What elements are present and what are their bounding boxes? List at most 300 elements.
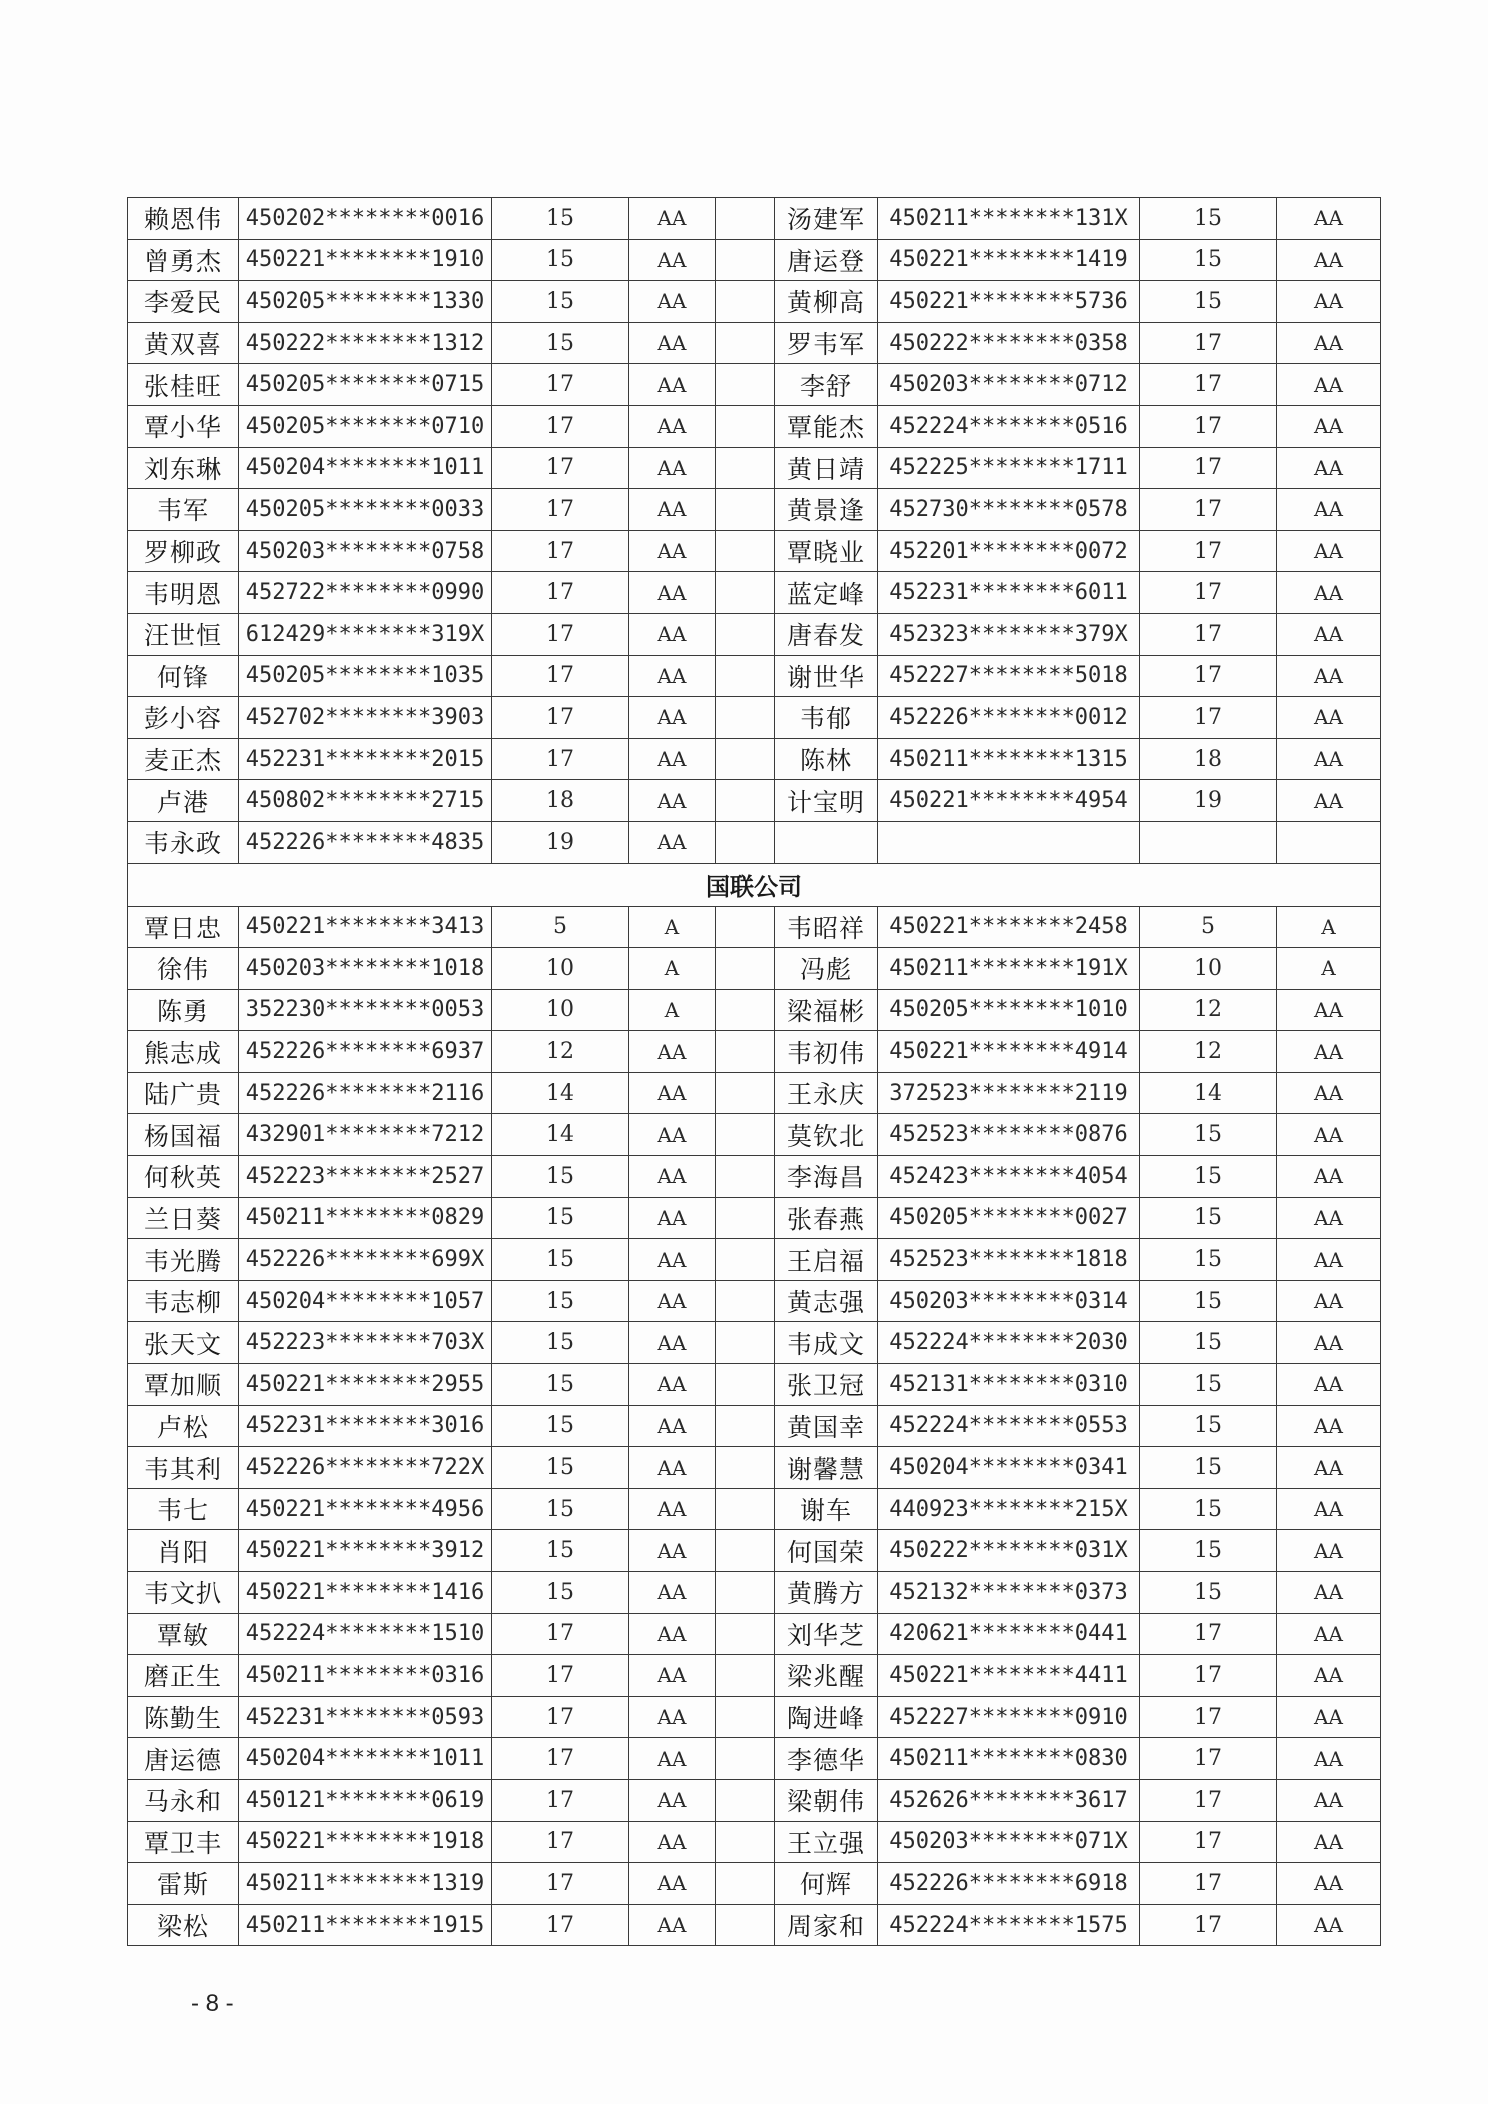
column-gap	[716, 1197, 775, 1239]
id-number-cell: 452223********703X	[239, 1322, 492, 1364]
years-cell: 15	[492, 1530, 629, 1572]
grade-cell: AA	[629, 1447, 716, 1489]
grade-cell: AA	[629, 1696, 716, 1738]
name-cell: 何辉	[775, 1863, 878, 1905]
name-cell: 肖阳	[128, 1530, 239, 1572]
years-cell: 17	[1140, 1738, 1277, 1780]
grade-cell: AA	[1277, 364, 1381, 406]
table-row	[128, 1031, 1381, 1073]
name-cell: 韦光腾	[128, 1239, 239, 1281]
id-number-cell: 452226********0012	[878, 697, 1140, 739]
id-number-cell: 450202********0016	[239, 198, 492, 240]
years-cell: 15	[1140, 1156, 1277, 1198]
grade-cell: AA	[1277, 1488, 1381, 1530]
id-number-cell: 450205********0027	[878, 1197, 1140, 1239]
years-cell: 15	[1140, 1114, 1277, 1156]
table-row	[128, 530, 1381, 572]
id-number-cell: 450211********1315	[878, 738, 1140, 780]
name-cell: 谢世华	[775, 655, 878, 697]
id-number-cell: 452224********2030	[878, 1322, 1140, 1364]
name-cell: 陈勇	[128, 989, 239, 1031]
table-row	[128, 821, 1381, 863]
column-gap	[716, 1156, 775, 1198]
grade-cell: A	[629, 906, 716, 948]
grade-cell: AA	[1277, 655, 1381, 697]
column-gap	[716, 1322, 775, 1364]
grade-cell: AA	[629, 1364, 716, 1406]
table-row	[128, 948, 1381, 990]
grade-cell: A	[1277, 906, 1381, 948]
id-number-cell: 450221********4956	[239, 1488, 492, 1530]
id-number-cell: 450211********131X	[878, 198, 1140, 240]
name-cell: 熊志成	[128, 1031, 239, 1073]
grade-cell: AA	[629, 780, 716, 822]
grade-cell: AA	[629, 239, 716, 281]
years-cell: 17	[492, 613, 629, 655]
years-cell: 17	[1140, 1904, 1277, 1946]
id-number-cell: 450211********1319	[239, 1863, 492, 1905]
name-cell: 黄景逢	[775, 489, 878, 531]
name-cell: 唐运登	[775, 239, 878, 281]
years-cell: 17	[492, 738, 629, 780]
grade-cell: AA	[629, 1655, 716, 1697]
years-cell	[1140, 821, 1277, 863]
name-cell: 黄日靖	[775, 447, 878, 489]
name-cell: 张天文	[128, 1322, 239, 1364]
name-cell: 黄双喜	[128, 322, 239, 364]
grade-cell: AA	[629, 1488, 716, 1530]
column-gap	[716, 572, 775, 614]
years-cell: 17	[492, 1863, 629, 1905]
name-cell: 蓝定峰	[775, 572, 878, 614]
grade-cell: AA	[1277, 1863, 1381, 1905]
id-number-cell: 452225********1711	[878, 447, 1140, 489]
name-cell: 梁松	[128, 1904, 239, 1946]
id-number-cell: 450205********1330	[239, 281, 492, 323]
id-number-cell: 452132********0373	[878, 1572, 1140, 1614]
id-number-cell: 352230********0053	[239, 989, 492, 1031]
id-number-cell: 452231********3016	[239, 1405, 492, 1447]
years-cell: 17	[1140, 447, 1277, 489]
table-row	[128, 405, 1381, 447]
id-number-cell: 452231********2015	[239, 738, 492, 780]
column-gap	[716, 1114, 775, 1156]
id-number-cell: 450204********1057	[239, 1280, 492, 1322]
grade-cell: AA	[1277, 1156, 1381, 1198]
name-cell: 马永和	[128, 1779, 239, 1821]
grade-cell: A	[1277, 948, 1381, 990]
table-row	[128, 1239, 1381, 1281]
column-gap	[716, 239, 775, 281]
years-cell: 15	[1140, 1572, 1277, 1614]
years-cell: 19	[1140, 780, 1277, 822]
grade-cell: AA	[629, 1405, 716, 1447]
grade-cell: AA	[1277, 738, 1381, 780]
column-gap	[716, 906, 775, 948]
table-row	[128, 697, 1381, 739]
years-cell: 17	[492, 697, 629, 739]
name-cell: 黄国幸	[775, 1405, 878, 1447]
years-cell: 17	[1140, 1613, 1277, 1655]
grade-cell: AA	[629, 1613, 716, 1655]
name-cell: 梁福彬	[775, 989, 878, 1031]
roster-table	[127, 197, 1381, 1946]
years-cell: 17	[1140, 1655, 1277, 1697]
years-cell: 12	[492, 1031, 629, 1073]
id-number-cell: 450221********4954	[878, 780, 1140, 822]
years-cell: 15	[1140, 1322, 1277, 1364]
years-cell: 15	[1140, 1197, 1277, 1239]
name-cell: 李舒	[775, 364, 878, 406]
name-cell: 周家和	[775, 1904, 878, 1946]
id-number-cell: 452226********2116	[239, 1072, 492, 1114]
id-number-cell: 452323********379X	[878, 613, 1140, 655]
id-number-cell: 452226********4835	[239, 821, 492, 863]
years-cell: 15	[492, 1488, 629, 1530]
section-title: 国联公司	[128, 863, 1381, 906]
grade-cell: AA	[1277, 1239, 1381, 1281]
name-cell: 麦正杰	[128, 738, 239, 780]
grade-cell: AA	[1277, 1613, 1381, 1655]
id-number-cell: 420621********0441	[878, 1613, 1140, 1655]
grade-cell: AA	[1277, 1364, 1381, 1406]
name-cell: 汪世恒	[128, 613, 239, 655]
years-cell: 15	[492, 1322, 629, 1364]
id-number-cell: 452523********1818	[878, 1239, 1140, 1281]
id-number-cell: 452730********0578	[878, 489, 1140, 531]
name-cell: 韦其利	[128, 1447, 239, 1489]
table-row	[128, 1572, 1381, 1614]
grade-cell: AA	[629, 1904, 716, 1946]
grade-cell: AA	[1277, 572, 1381, 614]
grade-cell: AA	[1277, 1114, 1381, 1156]
table-row	[128, 1738, 1381, 1780]
id-number-cell: 450203********0712	[878, 364, 1140, 406]
id-number-cell: 452131********0310	[878, 1364, 1140, 1406]
years-cell: 18	[492, 780, 629, 822]
years-cell: 17	[1140, 322, 1277, 364]
id-number-cell: 450203********1018	[239, 948, 492, 990]
name-cell: 覃敏	[128, 1613, 239, 1655]
name-cell: 李海昌	[775, 1156, 878, 1198]
id-number-cell: 612429********319X	[239, 613, 492, 655]
years-cell: 15	[1140, 1530, 1277, 1572]
grade-cell: AA	[1277, 1821, 1381, 1863]
id-number-cell: 450221********2458	[878, 906, 1140, 948]
column-gap	[716, 1405, 775, 1447]
years-cell: 15	[492, 1364, 629, 1406]
id-number-cell: 450802********2715	[239, 780, 492, 822]
column-gap	[716, 281, 775, 323]
table-row	[128, 906, 1381, 948]
grade-cell: AA	[629, 613, 716, 655]
name-cell: 韦明恩	[128, 572, 239, 614]
id-number-cell: 452626********3617	[878, 1779, 1140, 1821]
years-cell: 17	[1140, 489, 1277, 531]
name-cell: 曾勇杰	[128, 239, 239, 281]
years-cell: 17	[492, 1904, 629, 1946]
id-number-cell: 372523********2119	[878, 1072, 1140, 1114]
grade-cell: AA	[1277, 989, 1381, 1031]
roster-body	[128, 198, 1381, 1946]
id-number-cell: 452523********0876	[878, 1114, 1140, 1156]
name-cell: 兰日葵	[128, 1197, 239, 1239]
years-cell: 14	[492, 1114, 629, 1156]
name-cell: 覃卫丰	[128, 1821, 239, 1863]
grade-cell: AA	[1277, 1322, 1381, 1364]
table-row	[128, 1821, 1381, 1863]
id-number-cell: 450222********031X	[878, 1530, 1140, 1572]
grade-cell: AA	[629, 1821, 716, 1863]
years-cell: 12	[1140, 989, 1277, 1031]
name-cell: 张桂旺	[128, 364, 239, 406]
column-gap	[716, 1530, 775, 1572]
column-gap	[716, 1488, 775, 1530]
grade-cell: AA	[629, 1572, 716, 1614]
column-gap	[716, 1821, 775, 1863]
id-number-cell: 450221********2955	[239, 1364, 492, 1406]
grade-cell: AA	[629, 572, 716, 614]
id-number-cell: 450211********1915	[239, 1904, 492, 1946]
years-cell: 17	[492, 1738, 629, 1780]
grade-cell: AA	[1277, 613, 1381, 655]
id-number-cell: 452231********0593	[239, 1696, 492, 1738]
table-row	[128, 322, 1381, 364]
column-gap	[716, 198, 775, 240]
table-row	[128, 572, 1381, 614]
column-gap	[716, 613, 775, 655]
table-row	[128, 738, 1381, 780]
column-gap	[716, 989, 775, 1031]
column-gap	[716, 322, 775, 364]
id-number-cell: 450221********4914	[878, 1031, 1140, 1073]
years-cell: 17	[1140, 364, 1277, 406]
id-number-cell: 452226********699X	[239, 1239, 492, 1281]
grade-cell: AA	[1277, 530, 1381, 572]
name-cell: 莫钦北	[775, 1114, 878, 1156]
grade-cell: AA	[629, 489, 716, 531]
id-number-cell: 452722********0990	[239, 572, 492, 614]
id-number-cell: 450221********4411	[878, 1655, 1140, 1697]
years-cell: 18	[1140, 738, 1277, 780]
id-number-cell: 450204********0341	[878, 1447, 1140, 1489]
years-cell: 17	[492, 655, 629, 697]
name-cell: 唐运德	[128, 1738, 239, 1780]
years-cell: 15	[492, 1572, 629, 1614]
grade-cell: A	[629, 948, 716, 990]
years-cell: 10	[1140, 948, 1277, 990]
table-row	[128, 1197, 1381, 1239]
name-cell: 韦郁	[775, 697, 878, 739]
id-number-cell: 450211********0830	[878, 1738, 1140, 1780]
years-cell: 17	[492, 1696, 629, 1738]
id-number-cell: 452226********722X	[239, 1447, 492, 1489]
years-cell: 17	[492, 530, 629, 572]
name-cell: 王立强	[775, 1821, 878, 1863]
table-row	[128, 1655, 1381, 1697]
column-gap	[716, 948, 775, 990]
name-cell: 陈林	[775, 738, 878, 780]
name-cell: 韦初伟	[775, 1031, 878, 1073]
grade-cell: AA	[1277, 780, 1381, 822]
column-gap	[716, 1779, 775, 1821]
id-number-cell: 450211********0316	[239, 1655, 492, 1697]
name-cell: 何秋英	[128, 1156, 239, 1198]
grade-cell: AA	[629, 738, 716, 780]
years-cell: 15	[1140, 1447, 1277, 1489]
grade-cell: AA	[1277, 239, 1381, 281]
id-number-cell: 450121********0619	[239, 1779, 492, 1821]
years-cell: 12	[1140, 1031, 1277, 1073]
name-cell: 谢馨慧	[775, 1447, 878, 1489]
id-number-cell: 450221********3413	[239, 906, 492, 948]
table-row	[128, 1447, 1381, 1489]
name-cell: 韦七	[128, 1488, 239, 1530]
years-cell: 15	[492, 239, 629, 281]
years-cell: 5	[1140, 906, 1277, 948]
id-number-cell: 450203********0758	[239, 530, 492, 572]
grade-cell: AA	[1277, 1447, 1381, 1489]
years-cell: 17	[1140, 1821, 1277, 1863]
id-number-cell: 452224********0516	[878, 405, 1140, 447]
grade-cell: AA	[1277, 1197, 1381, 1239]
id-number-cell: 452226********6937	[239, 1031, 492, 1073]
grade-cell: AA	[629, 1239, 716, 1281]
name-cell: 韦军	[128, 489, 239, 531]
name-cell: 卢松	[128, 1405, 239, 1447]
years-cell: 17	[1140, 697, 1277, 739]
column-gap	[716, 697, 775, 739]
column-gap	[716, 364, 775, 406]
years-cell: 17	[492, 489, 629, 531]
grade-cell: AA	[1277, 1904, 1381, 1946]
grade-cell: AA	[1277, 405, 1381, 447]
name-cell: 罗韦军	[775, 322, 878, 364]
table-row	[128, 198, 1381, 240]
name-cell: 罗柳政	[128, 530, 239, 572]
years-cell: 15	[492, 1405, 629, 1447]
grade-cell: AA	[1277, 1655, 1381, 1697]
column-gap	[716, 405, 775, 447]
column-gap	[716, 821, 775, 863]
years-cell: 15	[492, 1156, 629, 1198]
name-cell: 梁兆醒	[775, 1655, 878, 1697]
section-header-row	[128, 863, 1381, 906]
id-number-cell: 450205********1010	[878, 989, 1140, 1031]
years-cell: 15	[492, 1280, 629, 1322]
name-cell: 徐伟	[128, 948, 239, 990]
years-cell: 17	[1140, 1863, 1277, 1905]
years-cell: 15	[492, 198, 629, 240]
grade-cell: AA	[629, 655, 716, 697]
grade-cell	[1277, 821, 1381, 863]
table-row	[128, 613, 1381, 655]
grade-cell: AA	[1277, 1031, 1381, 1073]
name-cell: 何国荣	[775, 1530, 878, 1572]
years-cell: 15	[1140, 281, 1277, 323]
column-gap	[716, 1613, 775, 1655]
years-cell: 17	[1140, 655, 1277, 697]
grade-cell: AA	[629, 1114, 716, 1156]
id-number-cell: 432901********7212	[239, 1114, 492, 1156]
years-cell: 17	[492, 447, 629, 489]
name-cell: 陈勤生	[128, 1696, 239, 1738]
years-cell: 15	[492, 1197, 629, 1239]
years-cell: 17	[1140, 1696, 1277, 1738]
table-row	[128, 364, 1381, 406]
grade-cell: AA	[629, 405, 716, 447]
column-gap	[716, 1447, 775, 1489]
table-row	[128, 1530, 1381, 1572]
name-cell: 韦文扒	[128, 1572, 239, 1614]
grade-cell: AA	[629, 1280, 716, 1322]
name-cell: 雷斯	[128, 1863, 239, 1905]
id-number-cell: 450205********0715	[239, 364, 492, 406]
name-cell: 计宝明	[775, 780, 878, 822]
id-number-cell: 452227********0910	[878, 1696, 1140, 1738]
grade-cell: AA	[629, 1197, 716, 1239]
years-cell: 15	[1140, 1488, 1277, 1530]
table-row	[128, 655, 1381, 697]
grade-cell: AA	[1277, 697, 1381, 739]
name-cell: 张春燕	[775, 1197, 878, 1239]
name-cell: 磨正生	[128, 1655, 239, 1697]
years-cell: 5	[492, 906, 629, 948]
years-cell: 14	[492, 1072, 629, 1114]
name-cell: 卢港	[128, 780, 239, 822]
column-gap	[716, 1031, 775, 1073]
grade-cell: AA	[629, 530, 716, 572]
name-cell: 王永庆	[775, 1072, 878, 1114]
id-number-cell: 450221********1419	[878, 239, 1140, 281]
table-row	[128, 1072, 1381, 1114]
table-row	[128, 447, 1381, 489]
name-cell: 赖恩伟	[128, 198, 239, 240]
grade-cell: AA	[1277, 1696, 1381, 1738]
years-cell: 17	[1140, 1779, 1277, 1821]
id-number-cell: 452227********5018	[878, 655, 1140, 697]
table-row	[128, 1364, 1381, 1406]
id-number-cell: 450221********1918	[239, 1821, 492, 1863]
id-number-cell: 452702********3903	[239, 697, 492, 739]
table-row	[128, 989, 1381, 1031]
column-gap	[716, 780, 775, 822]
id-number-cell: 450221********3912	[239, 1530, 492, 1572]
years-cell: 17	[1140, 613, 1277, 655]
column-gap	[716, 1904, 775, 1946]
id-number-cell	[878, 821, 1140, 863]
name-cell: 李爱民	[128, 281, 239, 323]
grade-cell: AA	[1277, 281, 1381, 323]
years-cell: 15	[1140, 1239, 1277, 1281]
id-number-cell: 450203********071X	[878, 1821, 1140, 1863]
grade-cell: AA	[629, 697, 716, 739]
table-row	[128, 1280, 1381, 1322]
grade-cell: A	[629, 989, 716, 1031]
column-gap	[716, 1696, 775, 1738]
grade-cell: AA	[629, 1031, 716, 1073]
name-cell: 覃加顺	[128, 1364, 239, 1406]
name-cell: 覃晓业	[775, 530, 878, 572]
column-gap	[716, 1239, 775, 1281]
id-number-cell: 450211********0829	[239, 1197, 492, 1239]
grade-cell: AA	[629, 198, 716, 240]
grade-cell: AA	[1277, 198, 1381, 240]
id-number-cell: 450221********1910	[239, 239, 492, 281]
table-row	[128, 281, 1381, 323]
years-cell: 15	[1140, 1280, 1277, 1322]
column-gap	[716, 447, 775, 489]
